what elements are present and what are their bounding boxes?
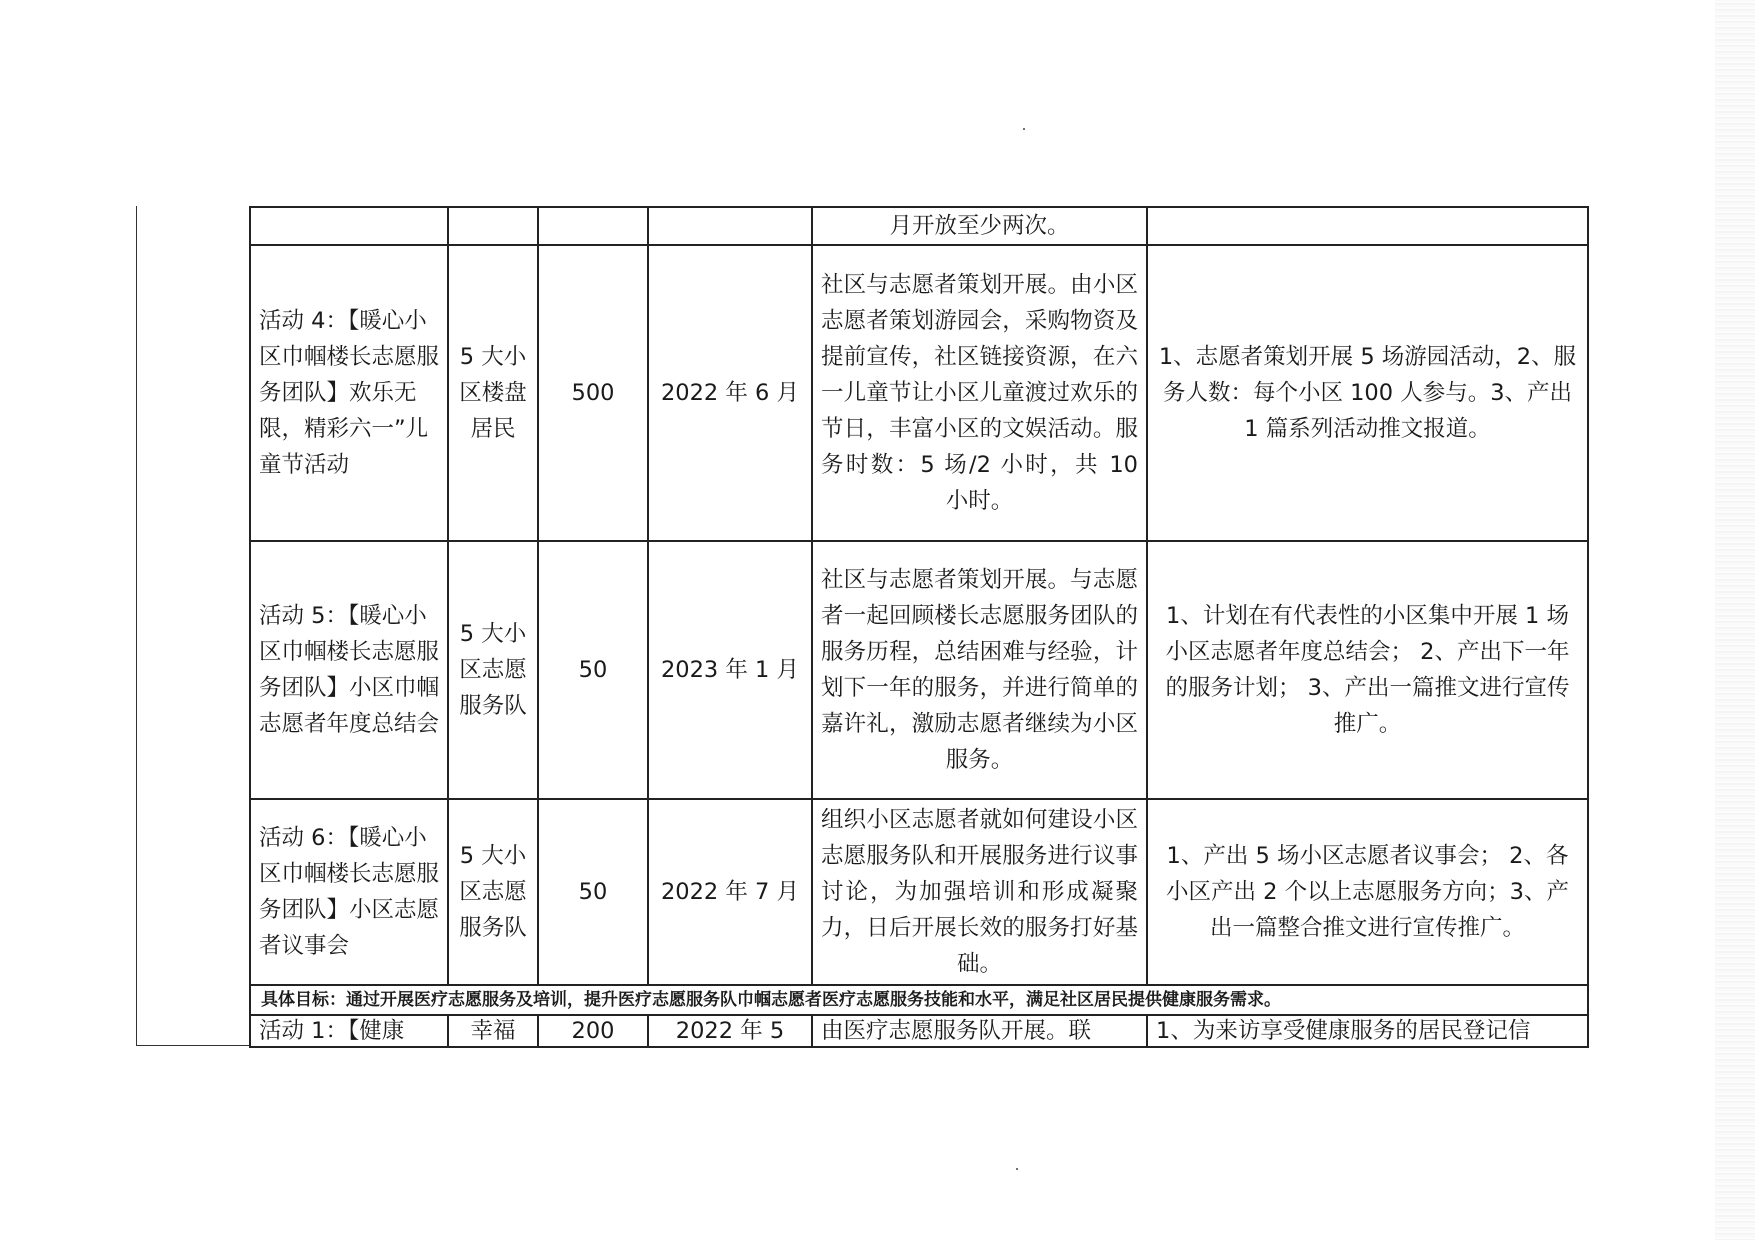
cell-time: 2023 年 1 月 [648, 541, 812, 799]
table-row-goal [250, 985, 1588, 1015]
cell-specific-goal: 具体目标：通过开展医疗志愿服务及培训，提升医疗志愿服务队巾帼志愿者医疗志愿服务技能和水平，满足社区居民提供健康服务需求。 [250, 985, 1588, 1015]
cell-plan: 由医疗志愿服务队开展。联 [812, 1015, 1147, 1047]
cell-empty [250, 207, 448, 245]
table-row-continued [250, 207, 1588, 245]
cell-empty [1147, 207, 1588, 245]
scan-speck [1016, 1168, 1018, 1170]
cell-outcome: 1、计划在有代表性的小区集中开展 1 场小区志愿者年度总结会； 2、产出下一年的服务计划； 3、产出一篇推文进行宣传推广。 [1147, 541, 1588, 799]
table-row-activity-5 [250, 541, 1588, 799]
cell-outcome: 1、产出 5 场小区志愿者议事会； 2、各小区产出 2 个以上志愿服务方向；3、产出一篇整合推文进行宣传推广。 [1147, 799, 1588, 985]
cell-activity-name: 活动 1：【健康 [250, 1015, 448, 1047]
cell-time: 2022 年 6 月 [648, 245, 812, 541]
left-margin-line [136, 206, 137, 1046]
cell-empty [648, 207, 812, 245]
cell-plan: 月开放至少两次。 [812, 207, 1147, 245]
cell-empty [538, 207, 648, 245]
scan-edge-noise [1715, 0, 1755, 1240]
cell-plan: 社区与志愿者策划开展。由小区志愿者策划游园会，采购物资及提前宣传，社区链接资源，在六一儿童节让小区儿童渡过欢乐的节日，丰富小区的文娱活动。服务时数：5 场/2 小时，共 10 小时。 [812, 245, 1147, 541]
cell-target: 幸福 [448, 1015, 538, 1047]
cell-target: 5 大小区志愿服务队 [448, 541, 538, 799]
bottom-margin-line [136, 1045, 250, 1046]
cell-count: 50 [538, 799, 648, 985]
cell-plan: 组织小区志愿者就如何建设小区志愿服务队和开展服务进行议事讨论，为加强培训和形成凝聚力，日后开展长效的服务打好基础。 [812, 799, 1147, 985]
cell-time: 2022 年 7 月 [648, 799, 812, 985]
cell-target: 5 大小区楼盘居民 [448, 245, 538, 541]
cell-count: 500 [538, 245, 648, 541]
table-row-activity-4 [250, 245, 1588, 541]
cell-time: 2022 年 5 [648, 1015, 812, 1047]
table-row-activity-6 [250, 799, 1588, 985]
cell-activity-name: 活动 5：【暖心小区巾帼楼长志愿服务团队】小区巾帼志愿者年度总结会 [250, 541, 448, 799]
table-row-health-activity-1 [250, 1015, 1588, 1047]
cell-target: 5 大小区志愿服务队 [448, 799, 538, 985]
activity-table [249, 206, 1589, 1048]
cell-outcome: 1、志愿者策划开展 5 场游园活动，2、服务人数：每个小区 100 人参与。3、产出 1 篇系列活动推文报道。 [1147, 245, 1588, 541]
scan-speck [1023, 128, 1025, 130]
cell-count: 50 [538, 541, 648, 799]
cell-activity-name: 活动 6：【暖心小区巾帼楼长志愿服务团队】小区志愿者议事会 [250, 799, 448, 985]
cell-outcome: 1、为来访享受健康服务的居民登记信 [1147, 1015, 1588, 1047]
cell-empty [448, 207, 538, 245]
cell-activity-name: 活动 4：【暖心小区巾帼楼长志愿服务团队】欢乐无限，精彩六一”儿童节活动 [250, 245, 448, 541]
cell-plan: 社区与志愿者策划开展。与志愿者一起回顾楼长志愿服务团队的服务历程，总结困难与经验，计划下一年的服务，并进行简单的嘉许礼，激励志愿者继续为小区服务。 [812, 541, 1147, 799]
cell-count: 200 [538, 1015, 648, 1047]
